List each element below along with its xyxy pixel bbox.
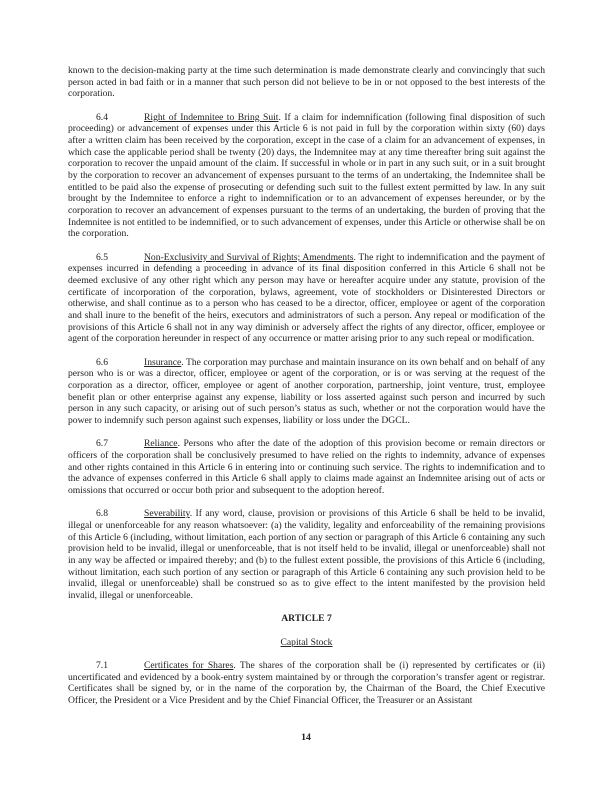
section-7-1-number: 7.1 [96,660,108,672]
section-6-5-body: The right to indemnification and the payment of expenses incurred in defending a proceeding in advance of its final disposition conferred in this Article 6 shall not be deemed exclusive of any other right which any person may have or hereafter acquire under any statute, provision of the certificate of incorporation of the corporation, bylaws, agreement, vote of stockholders or Disinterested Directors or otherwise, and shall continue as to a person who has ceased to be a director, officer, employee or agent of the corporation and shall inure to the benefit of the heirs, executors and administrators of such a person. Any repeal or modification of the provisions of this Article 6 shall not in any way diminish or adversely affect the rights of any director, officer, employee or agent of the corporation hereunder in respect of any occurrence or matter arising prior to any such repeal or modification. [68,251,545,345]
section-6-4 [68,112,545,240]
section-6-6-number: 6.6 [96,356,108,368]
continuation-paragraph [68,65,545,100]
heading-separator: . [278,111,285,123]
section-6-4-body: If a claim for indemnification (following final disposition of such proceeding) or advancement of expenses under this Article 6 is not paid in full by the corporation within sixty (60) days after a written claim has been received by the corporation, except in the case of a claim for an advancement of expenses, in which case the applicable period shall be twenty (20) days, the Indemnitee may at any time thereafter bring suit against the corporation to recover the unpaid amount of the claim. If successful in whole or in part in any such suit, or in a suit brought by the corporation to recover an advancement of expenses pursuant to the terms of an undertaking, the Indemnitee shall be entitled to be paid also the expense of prosecuting or defending such suit to the fullest extent permitted by law. In any suit brought by the Indemnitee to enforce a right to indemnification or to an advancement of expenses hereunder, or by the corporation to recover an advancement of expenses pursuant to the terms of an undertaking, the burden of proving that the Indemnitee is not entitled to be indemnified, or to such advancement of expenses, under this Article or otherwise shall be on the corporation. [68,111,545,240]
article-7-subtitle: Capital Stock [280,636,333,648]
page-number: 14 [301,732,311,743]
section-6-7-body: Persons who after the date of the adoption of this provision become or remain directors or officers of the corporation shall be conclusively presumed to have relied on the rights to indemnity, advance of expenses and other rights contained in this Article 6 in entering into or continuing such service. The rights to indemnification and to the advance of expenses conferred in this Article 6 shall apply to claims made against an Indemnitee arising out of acts or omissions that occurred or occur both prior and subsequent to the adoption hereof. [68,438,546,497]
section-6-7-heading: Reliance [144,438,178,450]
section-6-8-heading: Severability [144,508,190,520]
section-6-7-number: 6.7 [96,438,108,450]
heading-separator: . [181,356,186,368]
section-7-1-body: The shares of the corporation shall be (i) represented by certificates or (ii) uncertificated and evidenced by a book-entry system maintained by or through the corporation’s transfer agent or registrar. Certificates shall be signed by, or in the name of the corporation by, the Chairman of the Board, the Chief Executive Officer, the President or a Vice President and by the Chief Financial Officer, the Treasurer or an Assistant [68,660,545,707]
section-6-6-heading: Insurance [144,356,182,368]
article-7-title: ARTICLE 7 [281,613,332,625]
heading-separator: . [177,438,184,450]
section-6-6 [68,357,545,427]
section-6-5 [68,252,545,345]
section-6-7 [68,438,545,496]
section-6-5-number: 6.5 [96,251,108,263]
section-6-4-number: 6.4 [96,111,108,123]
section-6-4-heading: Right of Indemnitee to Bring Suit [144,111,279,123]
section-6-6-body: The corporation may purchase and maintain insurance on its own behalf and on behalf of any person who is or was a director, officer, employee or agent of the corporation, or is or was serving at the request of the corporation as a director, officer, employee or agent of another corporation, partnership, joint venture, trust, employee benefit plan or other enterprise against any expense, liability or loss asserted against such person and incurred by such person in any such capacity, or arising out of such person’s status as such, whether or not the corporation would have the power to indemnify such person against such expenses, liability or loss under the DGCL. [68,356,545,427]
section-6-8-number: 6.8 [96,508,108,520]
section-6-8-body: If any word, clause, provision or provisions of this Article 6 shall be held to be invalid, illegal or unenforceable for any reason whatsoever: (a) the validity, legality and enforceability of the remaining provisions of this Article 6 (including, without limitation, each portion of any section or paragraph of this Article 6 containing any such provision held to be invalid, illegal or unenforceable, that is not itself held to be invalid, illegal or unenforceable) shall not in any way be affected or impaired thereby; and (b) to the fullest extent possible, the provisions of this Article 6 (including, without limitation, each such portion of any section or paragraph of this Article 6 containing any such provision held to be invalid, illegal or unenforceable) shall be construed so as to give effect to the intent manifested by the provision held invalid, illegal or unenforceable. [68,508,546,602]
section-6-5-heading: Non-Exclusivity and Survival of Rights; Amendments [144,251,354,263]
heading-separator: . [189,508,196,520]
section-7-1-heading: Certificates for Shares [144,660,234,672]
heading-separator: . [233,660,240,672]
section-6-8 [68,508,545,601]
continuation-text: known to the decision-making party at the time such determination is made demonstrate clearly and convincingly that such person acted in bad faith or in a manner that such person did not believe to be in or not opposed to the best interests of the corporation. [68,65,545,100]
heading-separator: . [353,251,359,263]
section-7-1 [68,660,545,707]
